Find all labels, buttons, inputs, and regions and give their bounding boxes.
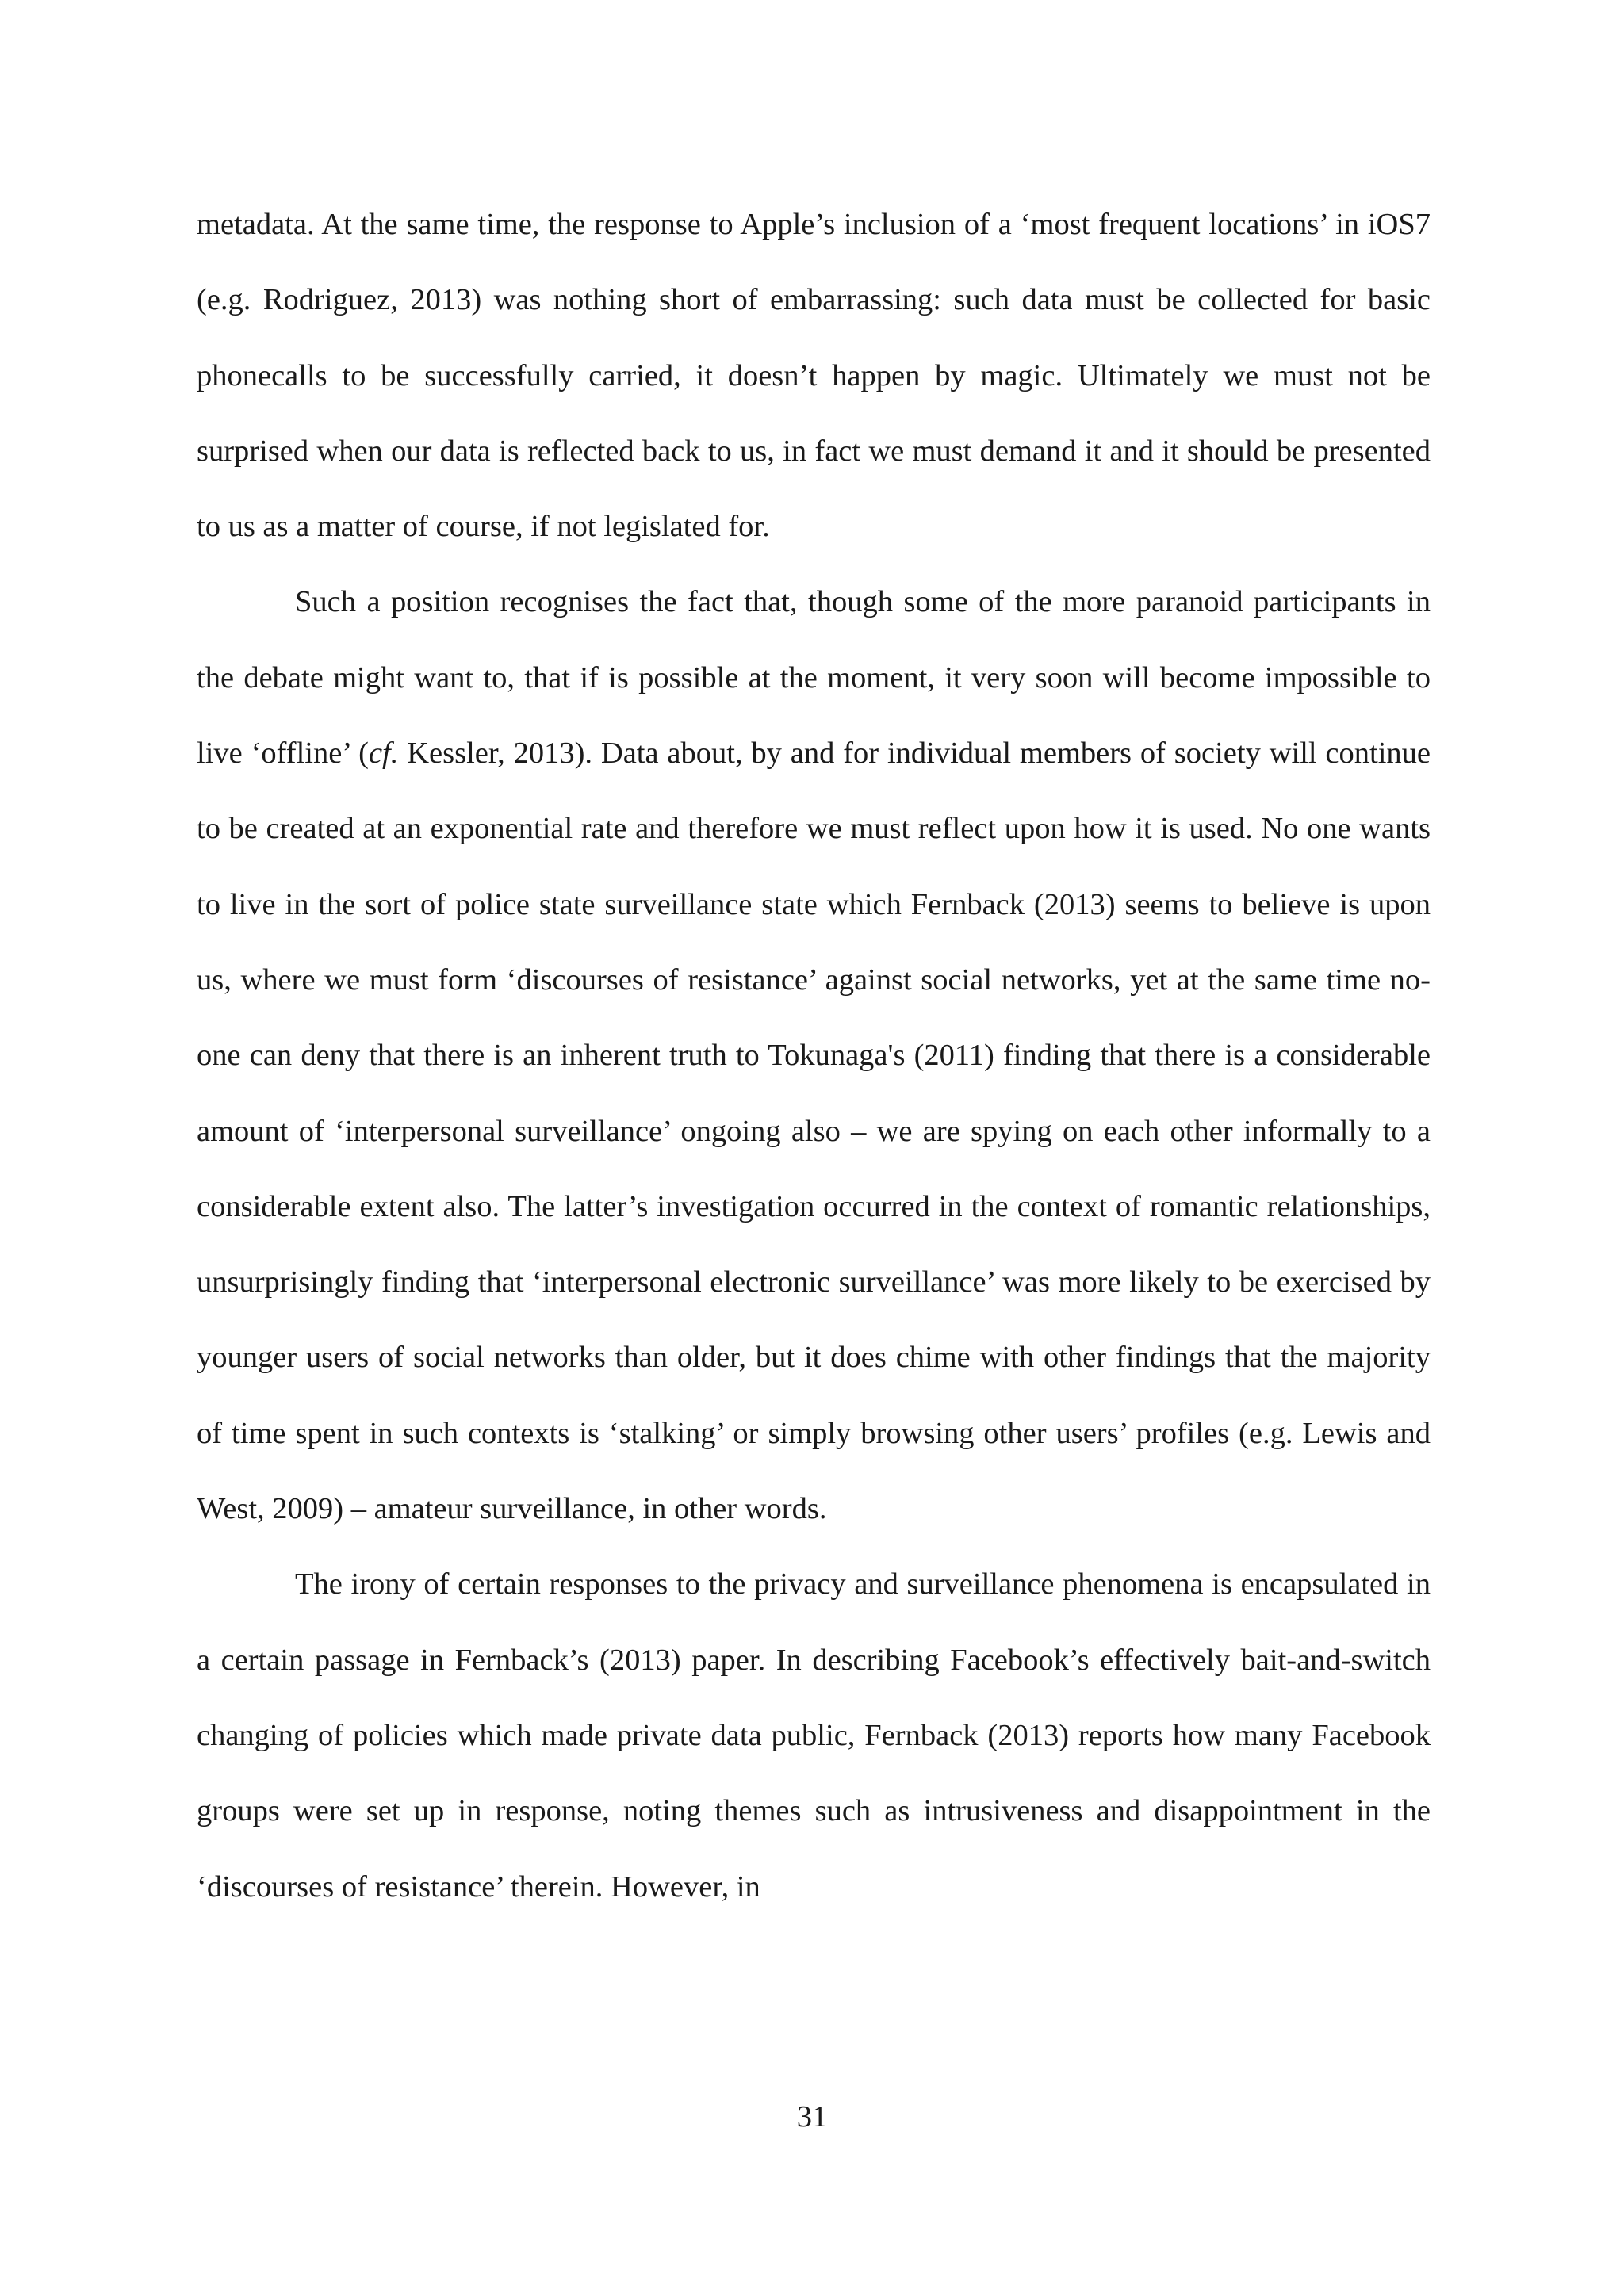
paragraph-2-text-start: Such a position recognises the fact that, though some of the more paranoid participants in the debate might want to, that if is possible at the moment, it very soon will become impossible to live ‘offline’ ( xyxy=(197,585,1431,771)
paragraph-1 xyxy=(197,187,1431,564)
paragraph-2-italic-cf: cf. xyxy=(368,737,399,771)
paragraph-3-text: The irony of certain responses to the privacy and surveillance phenomena is encapsulated in a certain passage in Fernback’s (2013) paper. In describing Facebook’s effectively bait-and-switch changing of policies which made private data public, Fernback (2013) reports how many Facebook groups were set up in response, noting themes such as intrusiveness and disappointment in the ‘discourses of resistance’ therein. However, in xyxy=(197,1567,1431,1904)
paragraph-3 xyxy=(197,1547,1431,1924)
paragraph-1-text: metadata. At the same time, the response to Apple’s inclusion of a ‘most frequent locations’ in iOS7 (e.g. Rodriguez, 2013) was nothing short of embarrassing: such data must be collected for basic phonecalls to be successfully carried, it doesn’t happen by magic. Ultimately we must not be surprised when our data is reflected back to us, in fact we must demand it and it should be presented to us as a matter of course, if not legislated for. xyxy=(197,208,1431,544)
paragraph-2 xyxy=(197,564,1431,1547)
paragraph-2-text-end: Kessler, 2013). Data about, by and for individual members of society will continue to be created at an exponential rate and therefore we must reflect upon how it is used. No one wants to live in the sort of police state surveillance state which Fernback (2013) seems to believe is upon us, where we must form ‘discourses of resistance’ against social networks, yet at the same time no-one can deny that there is an inherent truth to Tokunaga's (2011) finding that there is a considerable amount of ‘interpersonal surveillance’ ongoing also – we are spying on each other informally to a considerable extent also. The latter’s investigation occurred in the context of romantic relationships, unsurprisingly finding that ‘interpersonal electronic surveillance’ was more likely to be exercised by younger users of social networks than older, but it does chime with other findings that the majority of time spent in such contexts is ‘stalking’ or simply browsing other users’ profiles (e.g. Lewis and West, 2009) – amateur surveillance, in other words. xyxy=(197,737,1431,1526)
page-number: 31 xyxy=(796,2100,828,2133)
body-text xyxy=(197,187,1431,1925)
